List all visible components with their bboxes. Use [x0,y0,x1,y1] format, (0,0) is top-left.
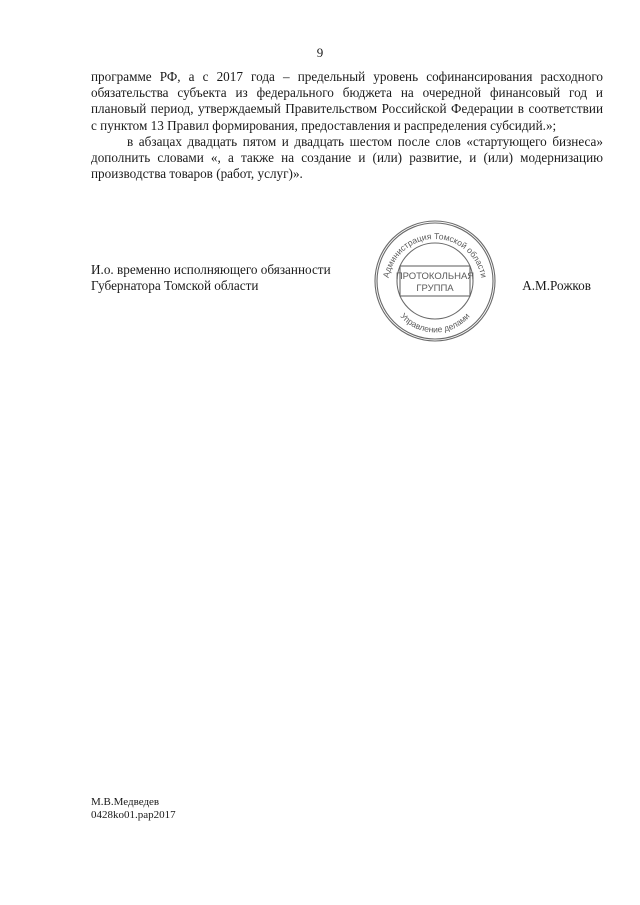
document-footer [91,796,176,822]
stamp-outer-bottom-text: Управление делами [398,310,472,335]
official-seal-stamp [370,216,500,346]
signature-block [91,262,603,302]
document-body [91,69,603,182]
stamp-inner-line-2: ГРУППА [416,283,454,294]
stamp-inner-line-1: ПРОТОКОЛЬНАЯ [395,271,475,282]
stamp-outer-top-text: Администрация Томской области [380,230,490,279]
footer-author: М.В.Медведев [91,796,160,808]
paragraph-1: программе РФ, а с 2017 года – предельный уровень софинансирования расходного обязательства субъекта из федерального бюджета на очередной финансовый год и плановый период, утверждаемый Правительством Российской Федерации в соответствии с пунктом 13 Правил формирования, предоставления и распределения субсидий.»; [91,69,603,133]
footer-file-reference: 0428ko01.pap2017 [91,809,176,821]
signatory-title [91,262,331,294]
signatory-title-line-1: И.о. временно исполняющего обязанности [91,262,331,277]
signatory-name: А.М.Рожков [522,278,591,293]
paragraph-2: в абзацах двадцать пятом и двадцать шестом после слов «стартующего бизнеса» дополнить словами «, а также на создание и (или) развитие, и (или) модернизацию производства товаров (работ, услуг)». [91,133,603,182]
signatory-title-line-2: Губернатора Томской области [91,278,259,293]
page-number: 9 [316,45,324,60]
